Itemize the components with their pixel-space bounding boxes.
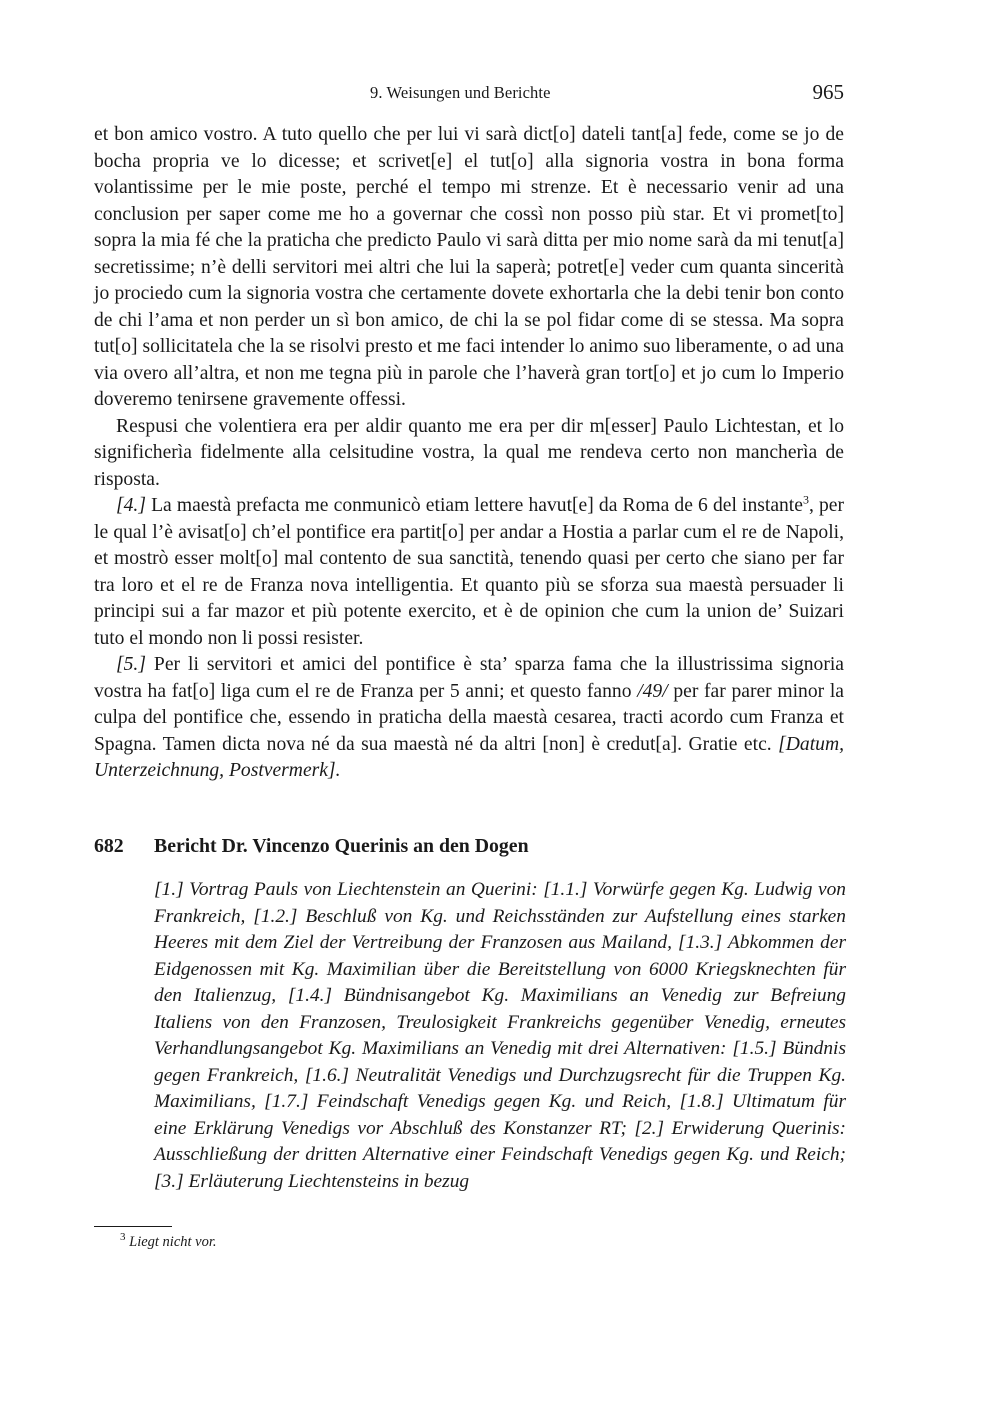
paragraph-1: et bon amico vostro. A tuto quello che per lui vi sarà dict[o] dateli tant[a] fede, come se jo de bocha propria ve lo dicesse; et scrivet[e] el tut[o] alla signoria vostra in bona forma volantissime per le mie poste, perché el tempo mi strenze. Et è necessario venir ad una conclusion per saper come me ho a governar che cossì non posso più star. Et vi promet[to] sopra la mia fé che la praticha che predicto Paulo vi sarà ditta per mio nome sarà da mi tenut[a] secretissime; n’è delli servitori mei altri che lui la saperà; potret[e] veder cum quanta sincerità jo prociedo cum la signoria vostra che certamente dovete exhortarla che la debi tenir bon conto de chi l’ama et non perder un sì bon amico, de chi la se pol fidar come di se stessa. Ma sopra tut[o] sollicitatela che la se risolvi presto et me faci intender lo animo suo liberamente, o ad una via overo all’altra, et non me tegna più in parole che l’haverà gran tort[o] et jo cum lo Imperio doveremo tenirsene gravemente offessi. xyxy=(94,124,844,410)
folio-marker: /49/ xyxy=(637,680,668,702)
paragraph-4-text-a: Per li servitori et amici del pontifice è sta’ sparza fama che la illustrissima signoria vostra ha fat[o] liga cum el re de Franza per 5 anni; et questo fanno xyxy=(94,654,844,702)
footnote-divider xyxy=(94,1226,172,1227)
main-text xyxy=(94,122,844,785)
footnote-text: Liegt nicht vor. xyxy=(129,1234,217,1250)
paragraph-2: Respusi che volentiera era per aldir quanto me era per dir m[esser] Paulo Lichtestan, et lo significherìa fidelmente alla celsitudine vostra, la qual me rendeva certo non mancherìa de risposta. xyxy=(94,415,844,490)
document-heading xyxy=(94,835,844,858)
document-title: Bericht Dr. Vincenzo Querinis an den Dogen xyxy=(154,835,529,857)
paragraph-4-text-b: per far parer minor la culpa del pontifice che, essendo in praticha della maestà cesarea, tracti acordo cum Franza et Spagna. Tamen dicta nova né da sua maestà né da altri [non] è credut[a]. Gratie etc. xyxy=(94,680,844,755)
regest-text: [1.] Vortrag Pauls von Liechtenstein an Querini: [1.1.] Vorwürfe gegen Kg. Ludwig von Frankreich, [1.2.] Beschluß von Kg. und Reichsständen zur Aufstellung eines starken Heeres mit dem Ziel der Vertreibung der Franzosen aus Mailand, [1.3.] Abkommen der Eidgenossen mit Kg. Maximilian über die Bereitstellung von 6000 Kriegsknechten für den Italienzug, [1.4.] Bündnisangebot Kg. Maximilians an Venedig zur Befreiung Italiens von den Franzosen, Treulosigkeit Frankreichs gegenüber Venedig, erneutes Verhandlungsangebot Kg. Maximilians an Venedig mit drei Alternativen: [1.5.] Bündnis gegen Frankreich, [1.6.] Neutralität Venedigs und Durchzugsrecht für die Truppen Kg. Maximilians, [1.7.] Feindschaft Venedigs gegen Kg. und Reich, [1.8.] Ultimatum für eine Erklärung Venedigs vor Abschluß des Konstanzer RT; [2.] Erwiderung Querinis: Ausschließung der dritten Alternative einer Feindschaft Venedigs gegen Kg. und Reich; [3.] Erläuterung Liechtensteins in bezug xyxy=(154,879,846,1192)
footnote xyxy=(120,1231,217,1251)
document-number: 682 xyxy=(94,835,124,857)
footnote-reference: 3 xyxy=(802,492,809,507)
page-number: 965 xyxy=(812,80,844,104)
footnote-mark: 3 xyxy=(120,1231,126,1244)
running-title: 9. Weisungen und Berichte xyxy=(370,83,551,102)
editorial-note: [Datum, Unterzeichnung, Postvermerk]. xyxy=(94,733,844,781)
paragraph-4 xyxy=(94,652,844,785)
paragraph-3-text-a: La maestà prefacta me conmunicò etiam lettere havut[e] da Roma de 6 del instante xyxy=(145,495,803,516)
section-number: [5.] xyxy=(116,654,146,675)
section-number: [4.] xyxy=(116,495,146,516)
document-regest xyxy=(154,877,846,1195)
paragraph-3 xyxy=(94,493,844,652)
running-head xyxy=(0,80,1004,106)
paragraph-3-text-b: , per le qual l’è avisat[o] ch’el pontifice era partit[o] per andar a Hostia a parlar cum el re de Napoli, et mostrò esser molt[o] mal contento de sua sanctità, tenendo quasi per certo che siano per far tra loro et el re de Franza nova intelligentia. Et quanto più se sforza sua maestà persuader li principi sui a far mazor et più potente exercito, et è de opinion che cum la union de’ Suizari tuto el mondo non li possi resister. xyxy=(94,495,844,649)
